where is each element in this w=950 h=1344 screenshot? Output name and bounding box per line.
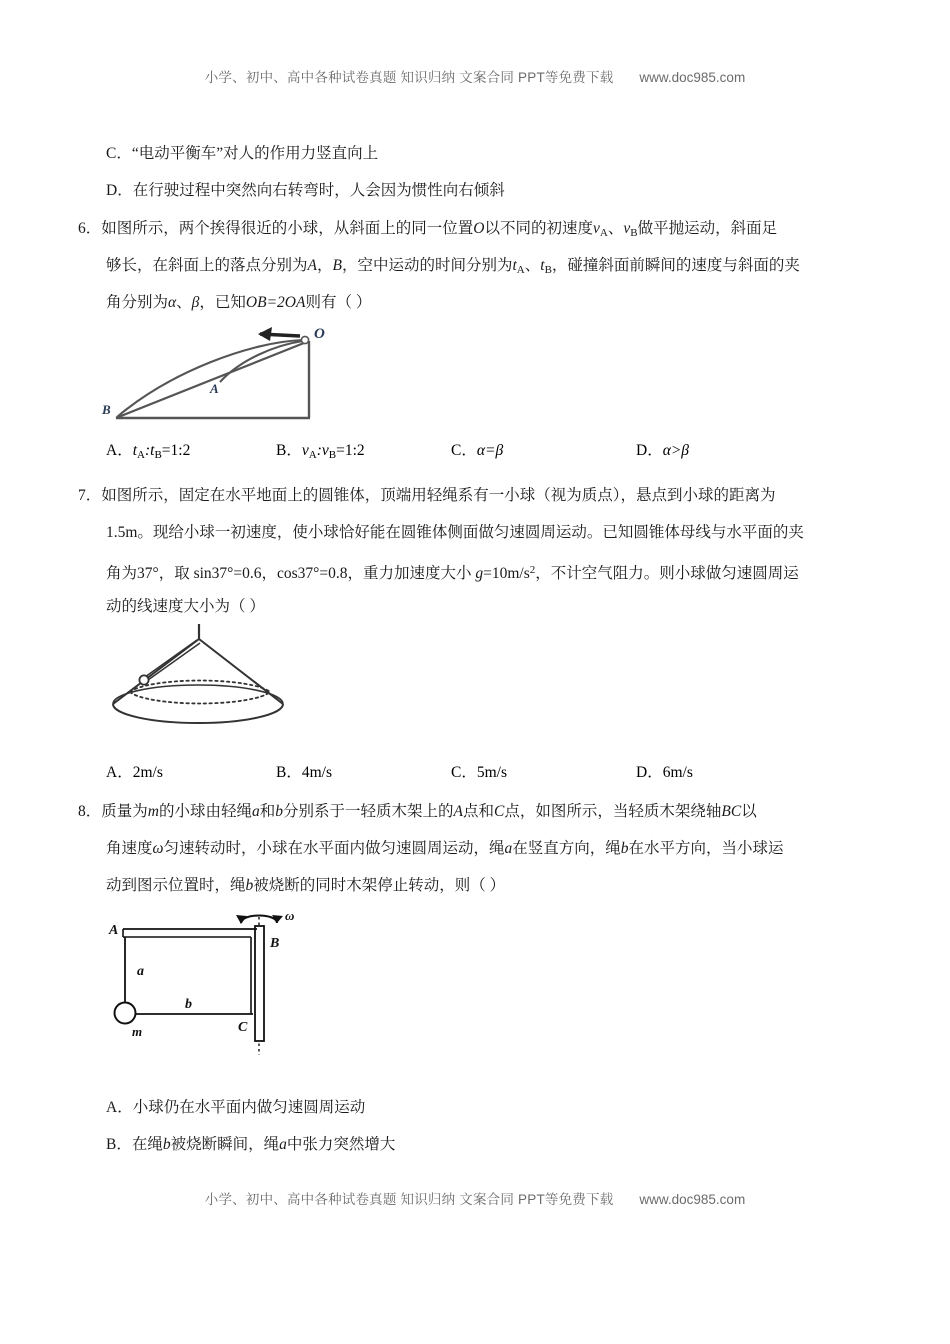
question-8-line-3 xyxy=(106,876,505,896)
q8-l1-BC: BC xyxy=(721,803,742,820)
circular-path-front xyxy=(130,692,270,703)
q7-option-d[interactable]: D．6m/s xyxy=(636,764,693,781)
header-watermark xyxy=(0,66,950,86)
circular-path-back xyxy=(130,681,270,692)
q8-l1-f: 点，如图所示，当轻质木架绕轴 xyxy=(504,803,722,820)
q8-l2-d: 在水平方向，当小球运 xyxy=(628,840,784,857)
header-watermark-url: www.doc985.com xyxy=(639,70,746,85)
incline-line xyxy=(116,341,309,418)
question-6-options xyxy=(106,438,906,461)
q8-l1-m: m xyxy=(147,803,159,820)
q6-l2-c: ，空中运动的时间分别为 xyxy=(341,257,513,274)
q6-l2-tB: t xyxy=(540,257,545,274)
q6-l3-a: 角分别为 xyxy=(106,294,169,311)
q8-option-b-pre: 在绳 xyxy=(131,1136,163,1153)
carryover-option-d: D．在行驶过程中突然向右转弯时，人会因为惯性向右倾斜 xyxy=(106,182,505,199)
q8-option-b-post: 中张力突然增大 xyxy=(286,1136,396,1153)
q6-l3-b: ，已知 xyxy=(199,294,246,311)
q8-l1-A: A xyxy=(453,803,463,820)
label-C: C xyxy=(238,1020,248,1035)
q6-l1-sym-O: O xyxy=(473,220,485,237)
q6-l3-c: 则有（ ） xyxy=(305,294,372,311)
string-line-2 xyxy=(148,643,200,680)
q6-l1-vA: v xyxy=(593,220,600,237)
label-B: B xyxy=(270,936,280,951)
q6-l2-a: 够长，在斜面上的落点分别为 xyxy=(106,257,308,274)
q6-option-b[interactable]: B．$v_A:v_B=1:2$ xyxy=(276,442,365,461)
label-A: A xyxy=(210,381,219,396)
q8-l2-a: 角速度 xyxy=(106,840,153,857)
question-7-figure xyxy=(100,622,365,747)
question-8-line-2 xyxy=(106,839,784,859)
q8-option-b-letter: B． xyxy=(106,1136,132,1153)
q8-option-b-mid: 被烧断瞬间，绳 xyxy=(170,1136,280,1153)
question-6-figure xyxy=(100,322,365,427)
cone-base-front-arc xyxy=(113,704,283,723)
trajectory-to-A xyxy=(220,341,303,382)
q6-l2-tA: t xyxy=(512,257,517,274)
question-8-option-b[interactable] xyxy=(106,1135,395,1155)
q8-l2-c: 在竖直方向，绳 xyxy=(512,840,621,857)
q6-l3-sep: 、 xyxy=(176,294,192,311)
q6-l2-d: ，碰撞斜面前瞬间的速度与斜面的夹 xyxy=(551,257,800,274)
q8-l3-a: 动到图示位置时，绳 xyxy=(106,877,246,894)
footer-watermark-text: 小学、初中、高中各种试卷真题 知识归纳 文案合同 PPT等免费下载 xyxy=(204,1192,614,1207)
q6-l2-tA-sub: A xyxy=(516,264,525,276)
q8-option-a-letter: A． xyxy=(106,1099,133,1116)
q7-l3-b: ，不计空气阻力。则小球做匀速圆周运 xyxy=(535,565,799,582)
q6-l2-sep: 、 xyxy=(524,257,541,274)
q6-l3-alpha: α xyxy=(168,294,177,311)
question-8-line-1 xyxy=(78,802,757,822)
question-8-number: 8． xyxy=(78,803,102,820)
ball-on-cone xyxy=(139,675,148,684)
question-6-number: 6． xyxy=(78,220,102,237)
q7-option-a[interactable]: A．2m/s xyxy=(106,764,163,781)
label-m: m xyxy=(132,1024,143,1039)
q6-l1-sep: 、 xyxy=(607,220,624,237)
string-line-1 xyxy=(145,640,197,677)
q6-l1-mid: 以不同的初速度 xyxy=(484,220,593,237)
question-6-line-3 xyxy=(106,293,371,313)
q6-option-c[interactable]: C．α=β xyxy=(451,442,504,459)
cone-conical-pendulum-svg xyxy=(100,622,365,747)
question-7-options xyxy=(106,760,906,782)
velocity-arrow-head xyxy=(258,327,272,341)
q6-l1-vB: v xyxy=(623,220,631,237)
q6-l2-b: ， xyxy=(316,257,333,274)
q6-l2-A: A xyxy=(307,257,317,274)
question-8-figure xyxy=(105,903,310,1063)
q7-l3-g: g xyxy=(475,565,484,582)
q6-option-a[interactable]: A．$t_A:t_B=1:2$ xyxy=(106,442,191,461)
ball-m xyxy=(115,1003,136,1024)
q8-option-b-rope-a: a xyxy=(279,1136,287,1153)
q8-l1-rope-a: a xyxy=(252,803,260,820)
omega-arrow-head-left xyxy=(236,915,247,924)
label-B: B xyxy=(102,402,111,417)
q8-l2-rope-b: b xyxy=(620,840,629,857)
q7-option-c[interactable]: C．5m/s xyxy=(451,764,507,781)
rotating-frame-ropes-svg xyxy=(105,903,310,1063)
q8-l1-g: 以 xyxy=(741,803,757,820)
q8-l3-b: 被烧断的同时木架停止转动，则（ ） xyxy=(253,877,506,894)
q6-l2-tB-sub: B xyxy=(544,264,552,276)
q8-l2-rope-a: a xyxy=(504,840,513,857)
inclined-plane-projectile-svg xyxy=(100,322,365,427)
q8-l1-c: 和 xyxy=(259,803,276,820)
q6-option-d[interactable]: D．α>β xyxy=(636,442,690,459)
q8-l2-b: 匀速转动时，小球在水平面内做匀速圆周运动，绳 xyxy=(163,840,505,857)
footer-watermark xyxy=(0,1188,950,1208)
q6-l1-a: 如图所示，两个挨得很近的小球，从斜面上的同一位置 xyxy=(101,220,474,237)
question-8-option-a[interactable] xyxy=(106,1098,365,1118)
question-7-line-2: 1.5m。现给小球一初速度，使小球恰好能在圆锥体侧面做匀速圆周运动。已知圆锥体母线与水平面的夹 xyxy=(106,524,804,541)
question-6-line-1 xyxy=(78,219,777,243)
label-rope-a: a xyxy=(137,964,144,979)
q8-l1-C: C xyxy=(494,803,505,820)
q8-l3-rope-b: b xyxy=(245,877,254,894)
header-watermark-text: 小学、初中、高中各种试卷真题 知识归纳 文案合同 PPT等免费下载 xyxy=(204,70,614,85)
q7-l3-gsup: 2 xyxy=(529,564,536,576)
q8-l1-b: 的小球由轻绳 xyxy=(158,803,252,820)
frame-vertical-bar-BC xyxy=(255,926,264,1041)
q8-l2-omega: ω xyxy=(152,840,164,857)
label-rope-b: b xyxy=(185,997,192,1012)
question-7-line-3 xyxy=(106,560,799,584)
q7-l3-geq: =10m/s xyxy=(483,565,530,582)
label-omega: ω xyxy=(285,908,295,923)
q8-option-b-rope-b: b xyxy=(162,1136,171,1153)
q7-l3-a: 角为37°，取 sin37°=0.6，cos37°=0.8，重力加速度大小 xyxy=(106,565,476,582)
q8-l1-rope-b: b xyxy=(275,803,284,820)
carryover-option-c: C．“电动平衡车”对人的作用力竖直向上 xyxy=(106,145,379,162)
question-7-number: 7． xyxy=(78,487,102,504)
q7-l1: 如图所示，固定在水平地面上的圆锥体，顶端用轻绳系有一小球（视为质点），悬点到小球的距离为 xyxy=(101,487,776,504)
ball-at-O xyxy=(301,336,308,343)
q6-l1-tail: 做平抛运动，斜面足 xyxy=(637,220,778,237)
label-O: O xyxy=(314,326,325,342)
question-6-line-2 xyxy=(106,256,800,280)
cone-base-back-arc xyxy=(113,685,283,704)
q6-l1-vA-sub: A xyxy=(599,227,608,239)
q8-l1-a: 质量为 xyxy=(101,803,148,820)
q8-l1-e: 点和 xyxy=(463,803,495,820)
label-A: A xyxy=(109,923,119,938)
q6-l1-vB-sub: B xyxy=(630,227,638,239)
question-7-line-1 xyxy=(78,486,776,506)
q8-option-a-text: 小球仍在水平面内做匀速圆周运动 xyxy=(132,1099,366,1116)
q6-l2-B: B xyxy=(332,257,342,274)
q7-option-b[interactable]: B．4m/s xyxy=(276,764,332,781)
question-7-line-4: 动的线速度大小为（ ） xyxy=(106,598,265,615)
footer-watermark-url: www.doc985.com xyxy=(639,1192,746,1207)
q6-l3-beta: β xyxy=(191,294,200,311)
q6-l3-eq: OB=2OA xyxy=(245,294,306,311)
q8-l1-d: 分别系于一轻质木架上的 xyxy=(283,803,454,820)
